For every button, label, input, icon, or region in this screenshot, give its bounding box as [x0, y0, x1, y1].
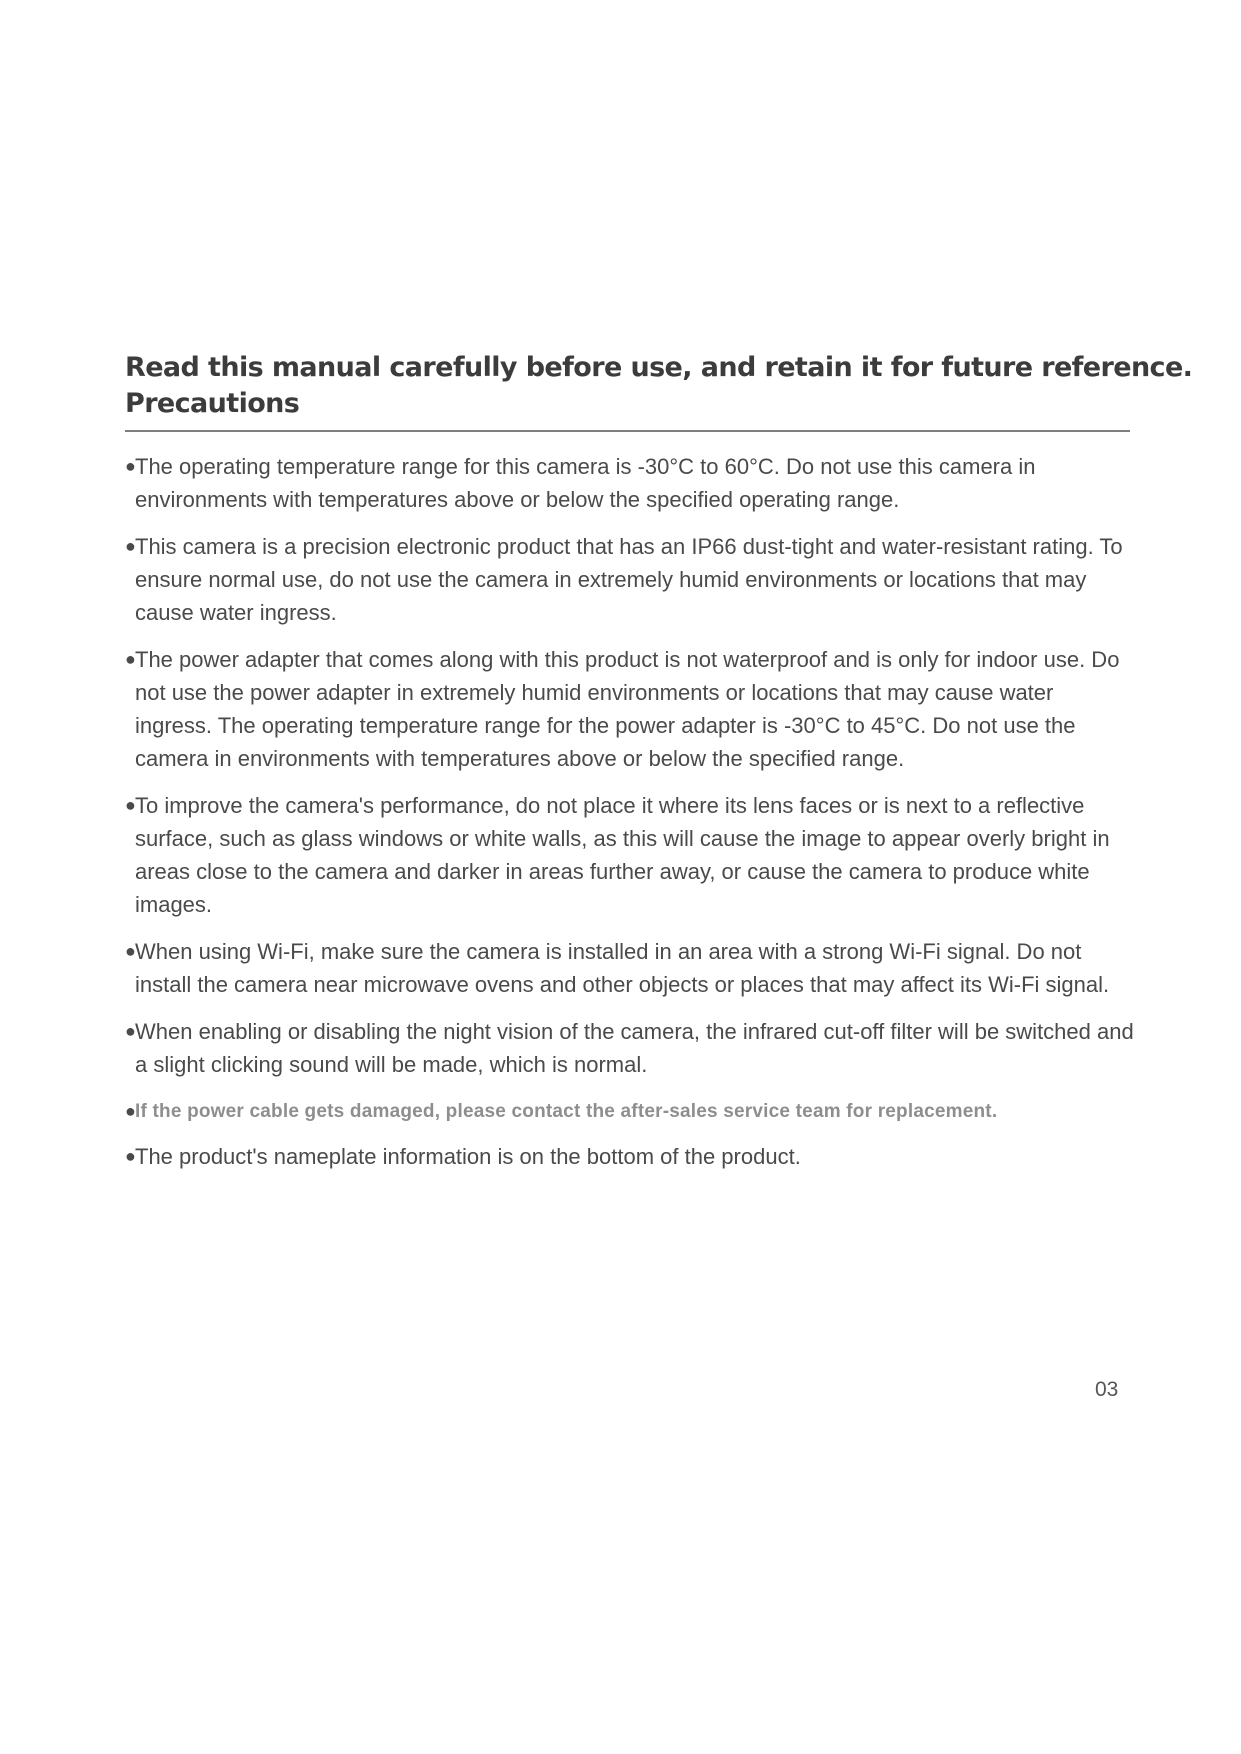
bullet-icon: ●: [125, 941, 136, 961]
intro-heading: Read this manual carefully before use, and retain it for future reference.: [125, 352, 1193, 383]
precautions-list: [125, 450, 1135, 1187]
bullet-icon: ●: [125, 1101, 137, 1121]
bullet-icon: ●: [125, 456, 136, 476]
list-item: [125, 643, 1135, 775]
bullet-icon: ●: [125, 1146, 136, 1166]
precaution-text: The operating temperature range for this camera is -30°C to 60°C. Do not use this camera in environments with temperatures above or below the specified operating range.: [135, 454, 1036, 512]
precaution-text: To improve the camera's performance, do not place it where its lens faces or is next to a reflective surface, such as glass windows or white walls, as this will cause the image to appear overly bright in areas close to the camera and darker in areas further away, or cause the camera to produce white images.: [135, 793, 1110, 917]
bullet-icon: ●: [125, 536, 136, 556]
precaution-text: When enabling or disabling the night vision of the camera, the infrared cut-off filter will be switched and a slight clicking sound will be made, which is normal.: [135, 1019, 1134, 1077]
bullet-icon: ●: [125, 649, 136, 669]
precaution-text: The product's nameplate information is on the bottom of the product.: [135, 1144, 801, 1169]
page-title: Precautions: [125, 388, 300, 419]
page-number: 03: [1095, 1378, 1119, 1401]
title-divider: [125, 430, 1130, 432]
precaution-text: The power adapter that comes along with this product is not waterproof and is only for indoor use. Do not use the power adapter in extremely humid environments or locations that may cause water ingress. The operating temperature range for the power adapter is -30°C to 45°C. Do not use the camera in environments with temperatures above or below the specified range.: [135, 647, 1120, 771]
page-header: [125, 350, 1193, 422]
list-item: [125, 1140, 1135, 1173]
list-item: [125, 530, 1135, 629]
bullet-icon: ●: [125, 795, 136, 815]
precaution-text: This camera is a precision electronic product that has an IP66 dust-tight and water-resistant rating. To ensure normal use, do not use the camera in extremely humid environments or locations that may cause water ingress.: [135, 534, 1123, 625]
precaution-text: When using Wi-Fi, make sure the camera is installed in an area with a strong Wi-Fi signal. Do not install the camera near microwave ovens and other objects or places that may affect its Wi-Fi signal.: [135, 939, 1110, 997]
list-item: [125, 789, 1135, 921]
list-item: [125, 1095, 1135, 1128]
list-item: [125, 935, 1135, 1001]
precaution-text: If the power cable gets damaged, please contact the after-sales service team for replacement.: [135, 1101, 998, 1122]
bullet-icon: ●: [125, 1021, 136, 1041]
list-item: [125, 1015, 1135, 1081]
list-item: [125, 450, 1135, 516]
